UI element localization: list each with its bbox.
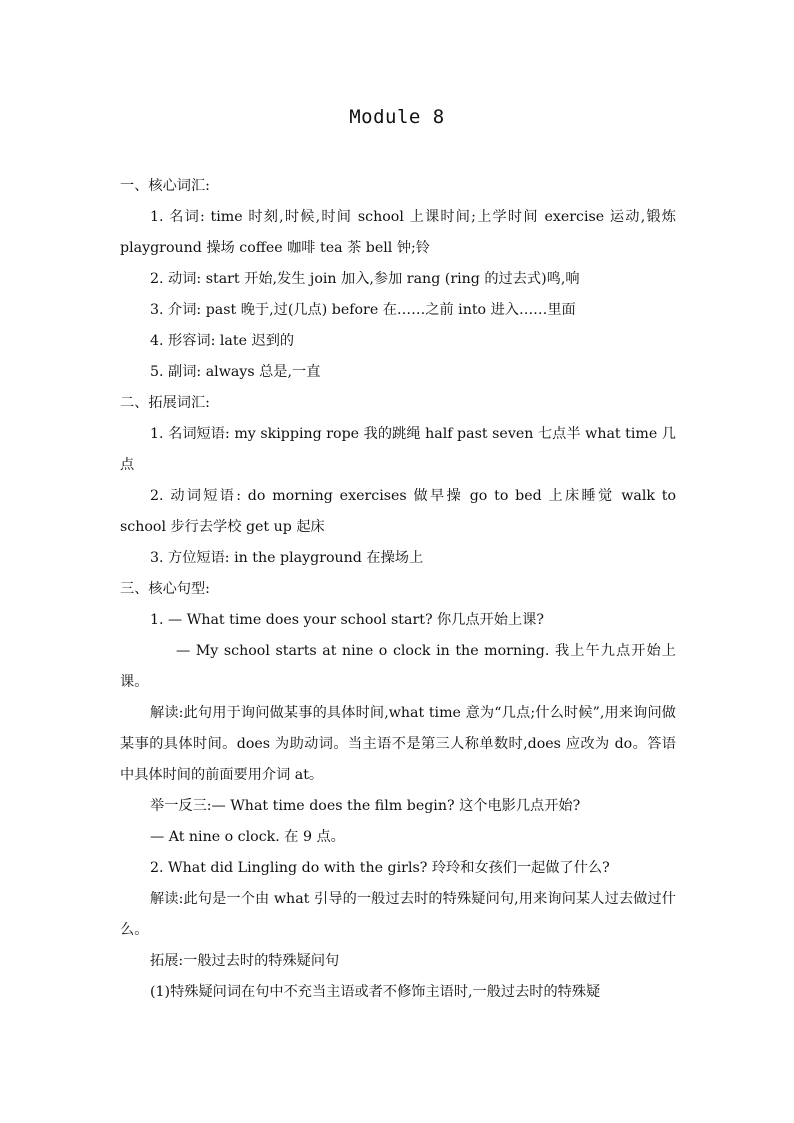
- paragraph-explanation-2: 解读:此句是一个由 what 引导的一般过去时的特殊疑问句,用来询问某人过去做过什么。: [120, 891, 676, 938]
- paragraph-extension-rule-1: (1)特殊疑问词在句中不充当主语或者不修饰主语时,一般过去时的特殊疑: [150, 984, 601, 1000]
- paragraph-adjectives: 4. 形容词: late 迟到的: [150, 333, 295, 349]
- paragraph-sentence-1-question: 1. — What time does your school start? 你几点开始上课?: [150, 612, 544, 628]
- paragraph-prepositions: 3. 介词: past 晚于,过(几点) before 在……之前 into 进入……里面: [150, 302, 576, 318]
- paragraph-nouns: 1. 名词: time 时刻,时候,时间 school 上课时间;上学时间 exercise 运动,锻炼 playground 操场 coffee 咖啡 tea 茶 bell 钟;铃: [120, 209, 676, 256]
- paragraph-explanation-1: 解读:此句用于询问做某事的具体时间,what time 意为“几点;什么时候”,用来询问做某事的具体时间。does 为助动词。当主语不是第三人称单数时,does 应改为 do。答语中具体时间的前面要用介词 at。: [120, 705, 676, 783]
- section-heading-extended-vocabulary: 二、拓展词汇:: [120, 395, 210, 411]
- paragraph-location-phrases: 3. 方位短语: in the playground 在操场上: [150, 550, 424, 566]
- paragraph-extension-heading: 拓展:一般过去时的特殊疑问句: [150, 953, 340, 969]
- paragraph-noun-phrases: 1. 名词短语: my skipping rope 我的跳绳 half past seven 七点半 what time 几点: [120, 426, 676, 473]
- paragraph-verbs: 2. 动词: start 开始,发生 join 加入,参加 rang (ring 的过去式)鸣,响: [150, 271, 580, 287]
- section-heading-core-vocabulary: 一、核心词汇:: [120, 178, 210, 194]
- paragraph-example-question: 举一反三:— What time does the film begin? 这个电影几点开始?: [150, 798, 581, 814]
- document-title: Module 8: [349, 106, 445, 128]
- section-heading-core-sentences: 三、核心句型:: [120, 581, 210, 597]
- document-body: [120, 171, 676, 1008]
- paragraph-adverbs: 5. 副词: always 总是,一直: [150, 364, 321, 380]
- paragraph-example-answer: — At nine o clock. 在 9 点。: [150, 829, 345, 845]
- paragraph-sentence-2: 2. What did Lingling do with the girls? 玲玲和女孩们一起做了什么?: [150, 860, 610, 876]
- paragraph-sentence-1-answer: — My school starts at nine o clock in the morning. 我上午九点开始上课。: [120, 643, 676, 690]
- paragraph-verb-phrases: 2. 动词短语: do morning exercises 做早操 go to bed 上床睡觉 walk to school 步行去学校 get up 起床: [120, 488, 676, 535]
